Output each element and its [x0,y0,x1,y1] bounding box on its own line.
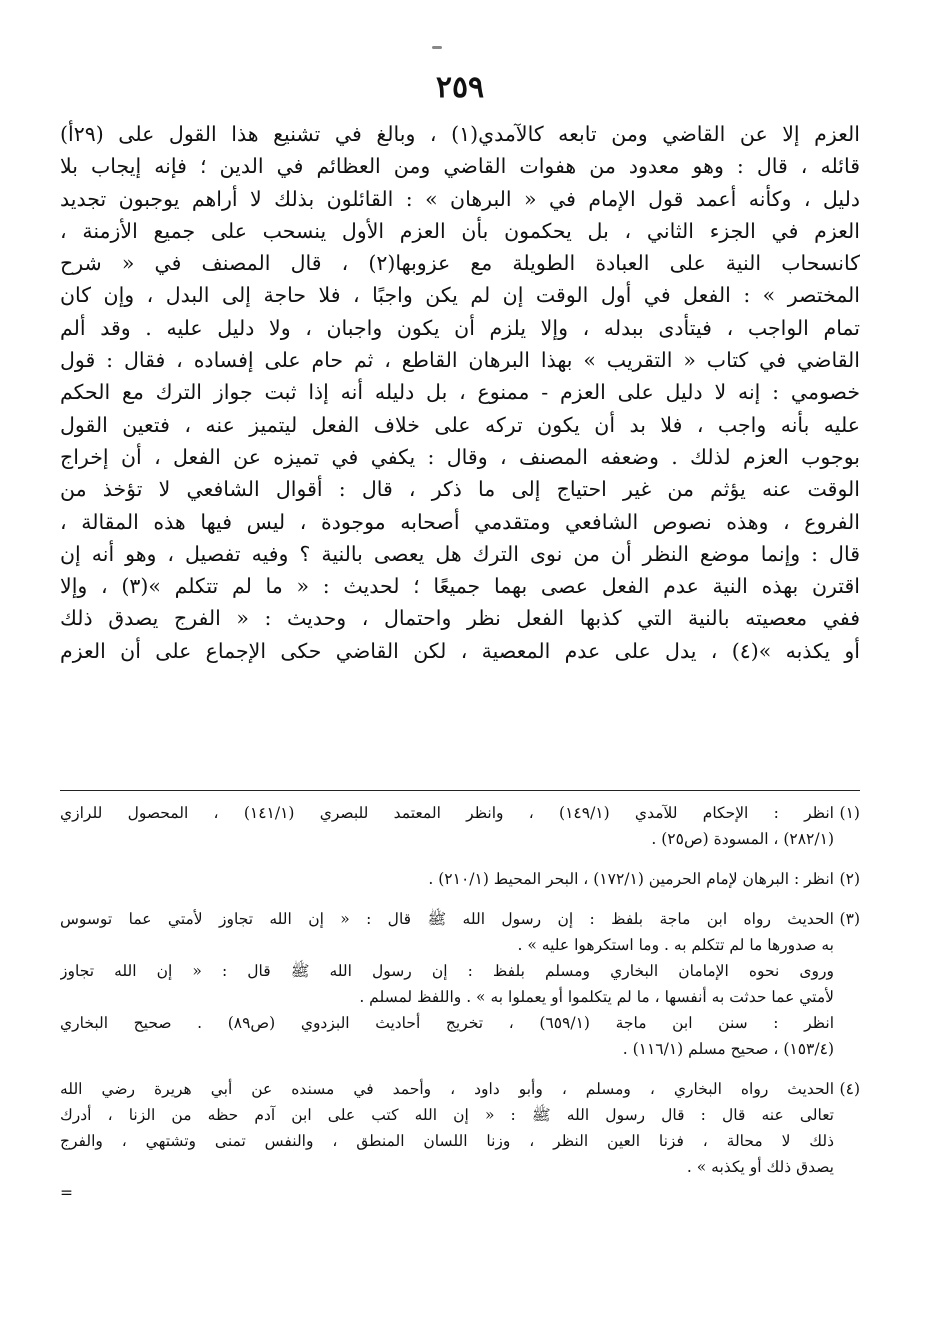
text-line: المختصر » : الفعل في أول الوقت إن لم يكن واجبًا ، فلا حاجة إلى البدل ، وإن كان [60,283,860,308]
main-text [60,118,860,667]
text-line: كانسحاب النية على العبادة الطويلة مع عزوبها(٢) ، قال المصنف في « شرح [60,251,860,276]
text-line: دليل ، وكأنه أعمد قول الإمام في « البرهان » : القائلون بذلك لا أراهم يوجبون تجديد [60,186,860,211]
footnote-mark: (١) [839,804,860,822]
text-line: الوقت عنه يؤثم من غير احتياج إلى ما ذكر ، قال : أقوال الشافعي لا تؤخذ من [60,477,860,502]
footnote-text: الحديث رواه البخاري ، ومسلم ، وأبو داود ، وأحمد في مسنده عن أبي هريرة رضي الله [60,1080,834,1098]
text-line: العزم إلا عن القاضي ومن تابعه كالآمدي(١) ، وبالغ في تشنيع هذا القول على (٢٩أ) [60,122,860,146]
footnote-mark: (٤) [839,1080,860,1098]
footnote-line [60,906,860,932]
footnote-3 [60,906,860,1062]
text-line: عليه بأنه واجب ، فلا بد أن يكون تركه على خلاف الفعل ليتميز عنه ، فتعين القول [60,412,860,437]
footnote-separator [60,790,860,791]
footnote-line: وروى نحوه الإمامان البخاري ومسلم بلفظ : إن رسول الله ﷺ قال : « إن الله تجاوز [60,962,834,980]
footnotes [60,800,860,1220]
footnote-line [60,800,860,826]
text-line: العزم في الجزء الثاني ، بل يحكمون بأن العزم الأول ينسحب على جميع الأزمنة ، [60,218,860,243]
scan-mark [432,46,442,49]
text-line: قائله ، قال : وهو معدود من هفوات القاضي ومن العظائم في الدين ؛ فإنه إيجاب بلا [60,154,860,179]
text-line: أو يكذبه »(٤) ، يدل على عدم المعصية ، لكن القاضي حكى الإجماع على أن العزم [60,638,860,663]
footnote-2 [60,866,860,892]
footnote-mark: (٢) [839,870,860,888]
document-page [60,40,860,1330]
footnote-line [60,1076,860,1102]
text-line: تمام الواجب ، فيتأدى ببدله ، وإلا يلزم أن يكون واجبان ، ولا دليل عليه . وقد ألم [60,315,860,340]
footnote-line: (٢٨٢/١) ، المسودة (ص٢٥) . [651,830,834,848]
text-line: بوجوب العزم لذلك . وضعفه المصنف ، وقال : يكفي في تميزه عن الفعل ، أن إخراج [60,444,860,469]
footnote-line: ذلك لا محالة ، فزنا العين النظر ، وزنا اللسان المنطق ، والنفس تمنى وتشتهي ، والفرج [60,1132,834,1150]
footnote-1 [60,800,860,852]
footnote-text: انظر : الإحكام للآمدي (١٤٩/١) ، وانظر المعتمد للبصري (١٤١/١) ، المحصول للرازي [60,804,834,822]
text-line: خصومي : إنه لا دليل على العزم - ممنوع ، بل دليله أنه إذا ثبت جواز الترك مع الحكم [60,380,860,405]
footnote-line: لأمتي عما حدثت به أنفسها ، ما لم يتكلموا أو يعملوا به » . واللفظ لمسلم . [359,988,834,1006]
footnote-mark: (٣) [839,910,860,928]
footnote-text: انظر : البرهان لإمام الحرمين (١٧٢/١) ، البحر المحيط (٢١٠/١) . [428,870,834,888]
footnote-text: الحديث رواه ابن ماجة بلفظ : إن رسول الله ﷺ قال : « إن الله تجاوز لأمتي عما توسوس [60,910,834,928]
text-line: الفروع ، وهذه نصوص الشافعي ومتقدمي أصحابه موجودة ، ليس فيها هذه المقالة ، [60,509,860,534]
text-line: قال : وإنما موضع النظر أن من نوى الترك هل يعصى بالنية ؟ وفيه تفصيل ، وهو أنه إن [60,541,860,566]
footnote-line: يصدق ذلك أو يكذبه » . [686,1158,834,1176]
text-line: القاضي في كتاب « التقريب » بهذا البرهان القاطع ، ثم حام على إفساده ، فقال : قول [60,348,860,373]
continuation-mark: = [60,1184,73,1202]
page-number: ٢٥٩ [435,70,485,105]
footnote-4 [60,1076,860,1206]
footnote-line: (١٥٣/٤) ، صحيح مسلم (١١٦/١) . [622,1040,834,1058]
footnote-line: تعالى عنه قال : قال رسول الله ﷺ : « إن الله كتب على ابن آدم حظه من الزنا ، أدرك [60,1106,834,1124]
footnote-line: انظر : سنن ابن ماجة (٦٥٩/١) ، تخريج أحاديث البزدوي (ص٨٩) . صحيح البخاري [60,1014,834,1032]
footnote-line [60,866,860,892]
footnote-line: به صدورها ما لم تتكلم به . وما استكرهوا عليه » . [517,936,834,954]
text-line: اقترن بهذه النية عدم الفعل عصى بهما جميعًا ؛ لحديث : « ما لم تتكلم »(٣) ، وإلا [60,574,860,599]
text-line: ففي معصيته بالنية التي كذبها الفعل نظر واحتمال ، وحديث : « الفرج يصدق ذلك [60,606,860,631]
